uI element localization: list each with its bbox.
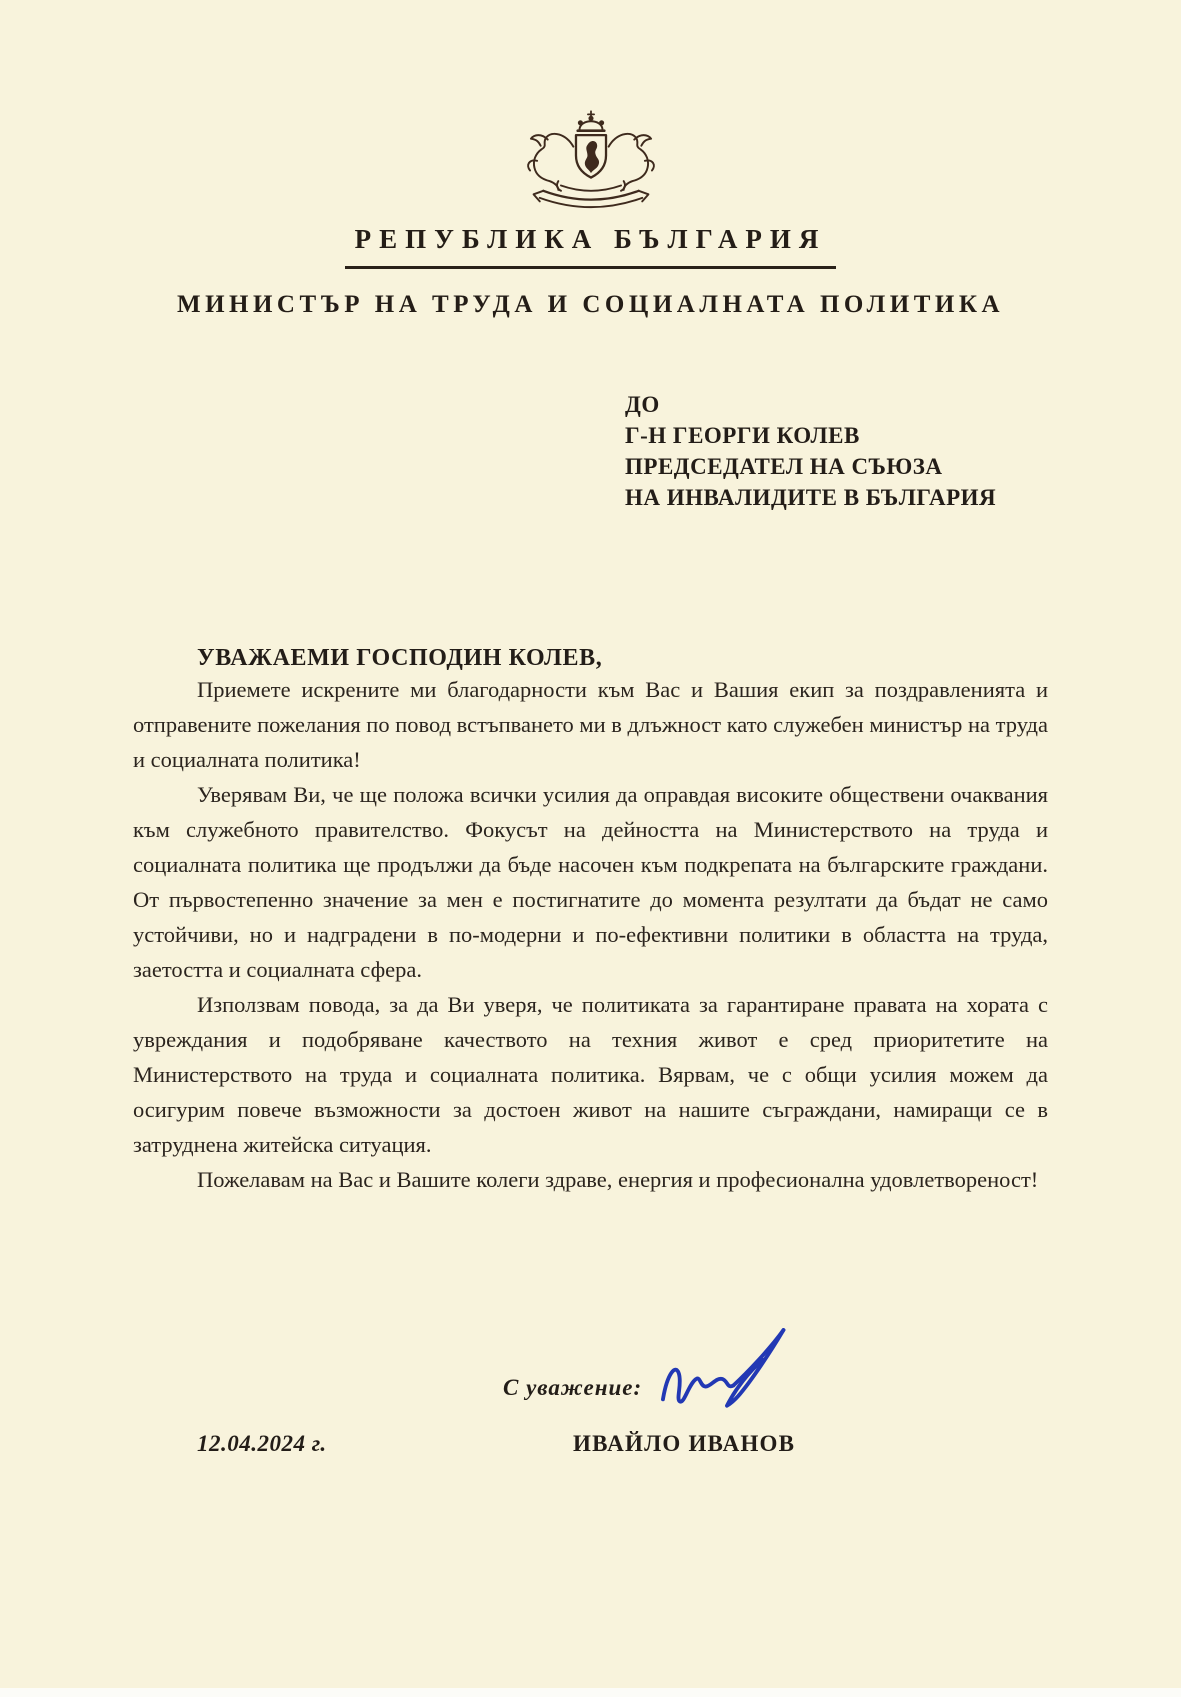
recipient-line-title: ПРЕДСЕДАТЕЛ НА СЪЮЗА	[625, 454, 943, 479]
salutation: УВАЖАЕМИ ГОСПОДИН КОЛЕВ,	[197, 645, 603, 671]
recipient-block	[625, 389, 1048, 513]
recipient-line-org: НА ИНВАЛИДИТЕ В БЪЛГАРИЯ	[625, 485, 997, 510]
closing-label: С уважение:	[503, 1375, 643, 1400]
signature-row	[133, 1347, 1048, 1407]
ministry-title: МИНИСТЪР НА ТРУДА И СОЦИАЛНАТА ПОЛИТИКА	[176, 291, 1005, 318]
paragraph-4: Пожелавам на Вас и Вашите колеги здраве, енергия и професионална удовлетвореност!	[197, 1167, 1039, 1192]
recipient-line-name: Г-Н ГЕОРГИ КОЛЕВ	[625, 423, 860, 448]
republic-title: РЕПУБЛИКА БЪЛГАРИЯ	[345, 224, 837, 269]
paragraph-3: Използвам повода, за да Ви уверя, че политиката за гарантиране правата на хората с увреждания и подобряване качеството на техния живот е сред приоритетите на Министерството на труда и социалната политика. Вярвам, че с общи усилия можем да осигурим повече възможности за достоен живот на нашите съграждани, намиращи се в затруднена житейска ситуация.	[133, 992, 1048, 1157]
recipient-line-to: ДО	[625, 392, 660, 417]
date-name-row	[133, 1431, 1048, 1473]
paragraph-1: Приемете искрените ми благодарности към Вас и Вашия екип за поздравленията и отправените пожелания по повод встъпването ми в длъжност като служебен министър на труда и социалната политика!	[133, 677, 1048, 772]
republic-title-row	[133, 224, 1048, 269]
handwritten-signature-ink	[648, 1315, 808, 1440]
signatory-name: ИВАЙЛО ИВАНОВ	[573, 1431, 796, 1456]
scan-edge	[0, 1688, 1181, 1697]
date-text: 12.04.2024 г.	[197, 1431, 327, 1456]
bulgaria-coat-of-arms-icon	[493, 106, 689, 212]
paragraph-2: Уверявам Ви, че ще положа всички усилия да оправдая високите обществени очаквания към служебното правителство. Фокусът на дейността на Министерството на труда и социалната политика ще продължи да бъде насочен към подкрепата на българските граждани. От първостепенно значение за мен е постигнатите до момента резултати да бъдат не само устойчиви, но и надградени в по-модерни и по-ефективни политики в областта на труда, заетостта и социалната сфера.	[133, 782, 1048, 982]
